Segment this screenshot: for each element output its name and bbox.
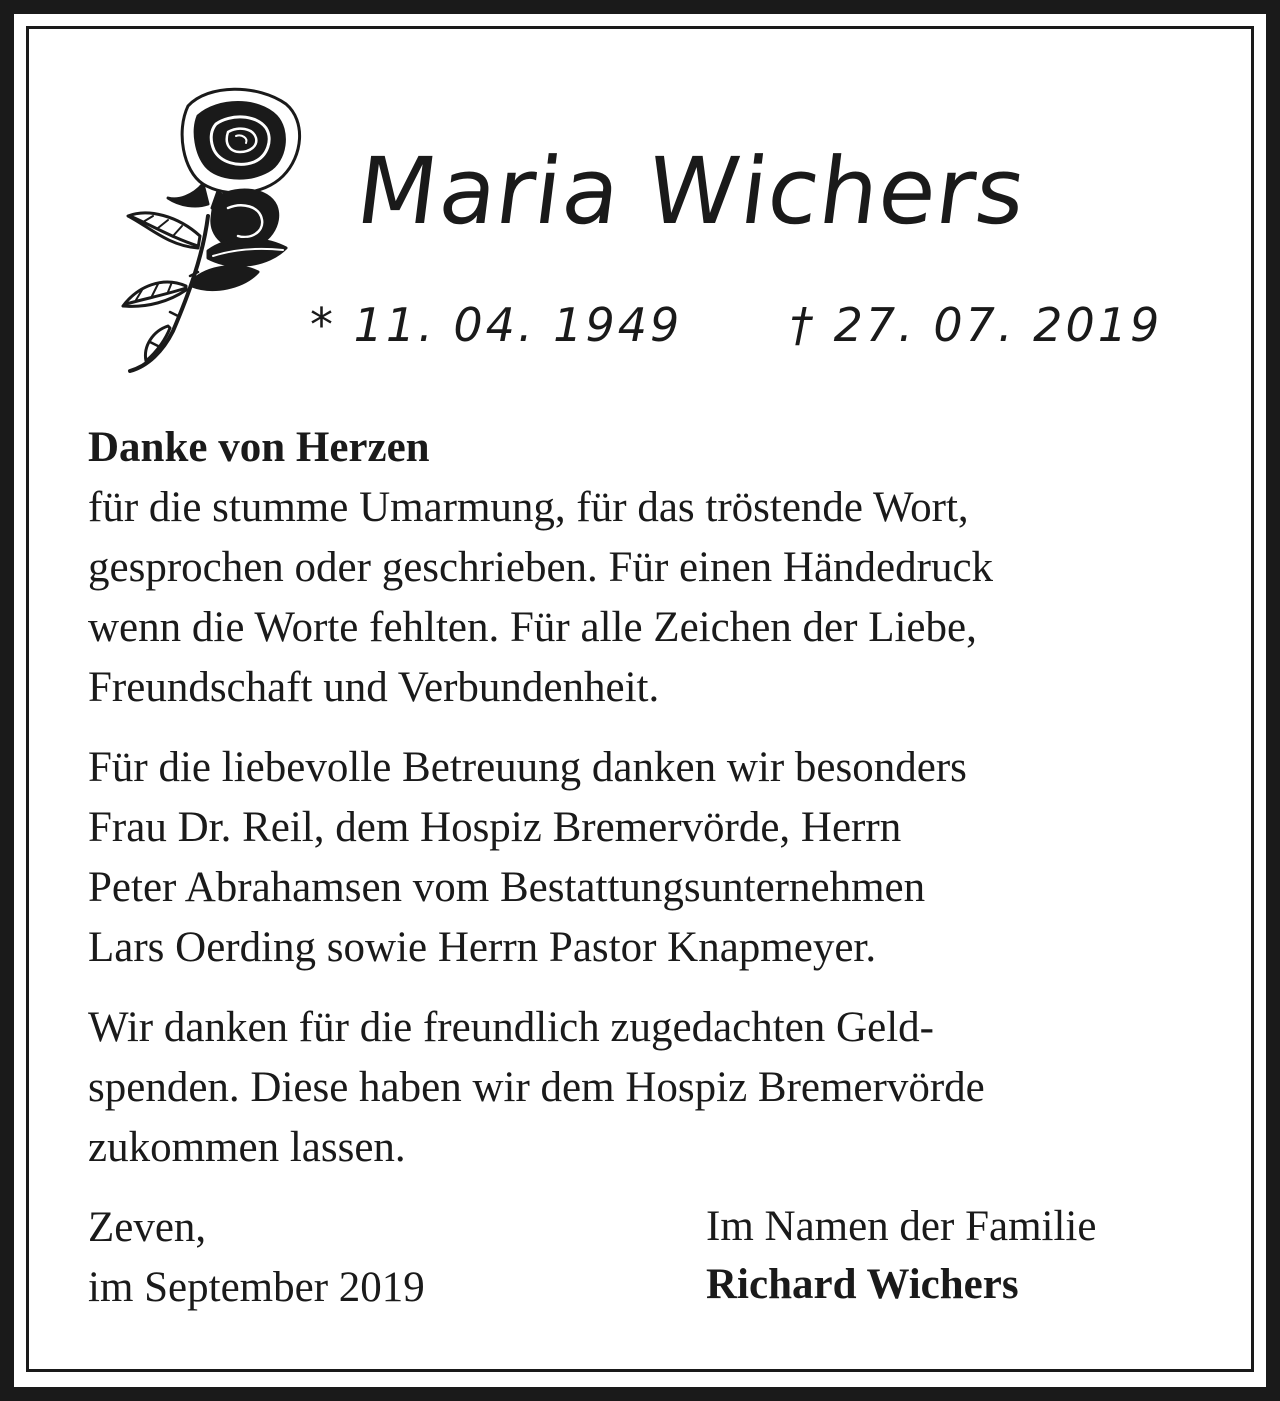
paragraph-thanks [88,478,1198,718]
text-line: Peter Abrahamsen vom Bestattungsunternehmen [88,864,926,911]
place-date [88,1198,588,1318]
birth-date: * 11. 04. 1949 [310,298,683,352]
deceased-name: Maria Wichers [354,138,1028,245]
death-date: † 27. 07. 2019 [790,298,1163,352]
signature-intro: Im Namen der Familie [706,1203,1097,1250]
place-line: Zeven, [88,1204,207,1251]
text-line: zukommen lassen. [88,1124,406,1171]
text-line: Frau Dr. Reil, dem Hospiz Bremervörde, Herrn [88,804,902,851]
text-line: Freundschaft und Verbundenheit. [88,664,660,711]
paragraph-donations [88,998,1198,1178]
signature-name: Richard Wichers [706,1261,1019,1308]
text-line: Wir danken für die freundlich zugedachten Geld- [88,1004,934,1051]
heading: Danke von Herzen [88,424,430,471]
rose-icon [108,76,318,376]
signature-block [706,1198,1206,1314]
date-line: im September 2019 [88,1264,425,1311]
text-line: spenden. Diese haben wir dem Hospiz Bremervörde [88,1064,985,1111]
paragraph-care [88,738,1198,978]
text-line: gesprochen oder geschrieben. Für einen Händedruck [88,544,994,591]
text-line: wenn die Worte fehlten. Für alle Zeichen der Liebe, [88,604,977,651]
text-line: Lars Oerding sowie Herrn Pastor Knapmeyer. [88,924,877,971]
text-line: Für die liebevolle Betreuung danken wir besonders [88,744,967,791]
text-line: für die stumme Umarmung, für das tröstende Wort, [88,484,969,531]
